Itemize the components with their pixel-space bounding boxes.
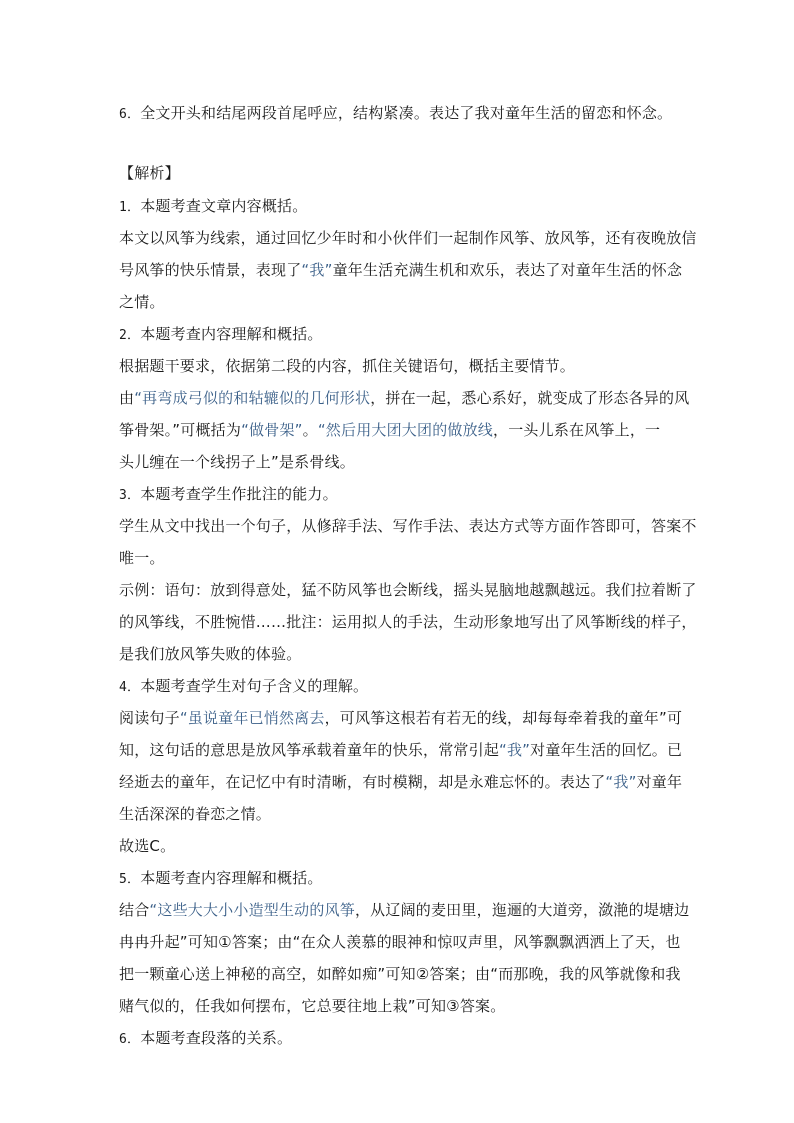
q1-line-2-c: 童年生活充满生机和欢乐，表达了对童年生活的怀念 <box>332 261 683 279</box>
q4-line-1 <box>119 708 683 728</box>
q3-number: 3． <box>119 488 141 503</box>
q1-title <box>119 196 679 218</box>
q4-line-2-c: 对童年生活的回忆。已 <box>530 741 683 759</box>
q2-title <box>119 324 679 346</box>
q4-line-4: 生活深深的眷恋之情。 <box>119 805 272 823</box>
q3-line-2: 唯一。 <box>119 549 165 567</box>
q2-line-2-a: 由 <box>119 389 135 407</box>
q5-line-1 <box>119 900 690 920</box>
q3-line-5: 是我们放风筝失败的体验。 <box>119 645 302 663</box>
q3-title-text: 本题考查学生作批注的能力。 <box>140 485 338 503</box>
q5-quote-kites: “这些大大小小造型生动的风筝 <box>149 901 355 919</box>
q1-number: 1． <box>119 200 141 215</box>
answer-6-number: 6． <box>119 107 141 122</box>
q2-line-3-a: 筝骨架。”可概括为 <box>119 421 242 439</box>
q4-quote-childhood: “虽说童年已悄然离去 <box>179 709 325 727</box>
q4-line-5: 故选C。 <box>119 837 176 855</box>
q4-quote-wo-2: “我” <box>605 773 637 791</box>
q2-number: 2． <box>119 328 141 343</box>
q3-line-4: 的风筝线，不胜惋惜……批注：运用拟人的手法，生动形象地写出了风筝断线的样子， <box>119 613 697 631</box>
q2-line-3-c: 。 <box>302 421 318 439</box>
q3-title <box>119 484 679 506</box>
analysis-heading: 【解析】 <box>119 164 180 182</box>
q5-line-1-c: ，从辽阔的麦田里，迤逦的大道旁，潋滟的堤塘边 <box>354 901 690 919</box>
q5-line-4: 赌气似的，任我如何摆布，它总要往地上栽”可知③答案。 <box>119 997 506 1015</box>
q1-line-1: 本文以风筝为线索，通过回忆少年时和小伙伴们一起制作风筝、放风筝，还有夜晚放信 <box>119 229 697 247</box>
q4-line-3 <box>119 772 683 792</box>
q5-line-3: 把一颗童心送上神秘的高空，如醉如痴”可知②答案；由“而那晚，我的风筝就像和我 <box>119 965 681 983</box>
q4-title <box>119 676 679 698</box>
q1-quote-wo: “我” <box>301 261 333 279</box>
q2-line-2-c: ，拼在一起，悉心系好，就变成了形态各异的风 <box>370 389 690 407</box>
q5-title-text: 本题考查内容理解和概括。 <box>140 869 323 887</box>
q2-line-2 <box>119 388 690 408</box>
q4-number: 4． <box>119 680 141 695</box>
q2-title-text: 本题考查内容理解和概括。 <box>140 325 323 343</box>
answer-6-text: 全文开头和结尾两段首尾呼应，结构紧凑。表达了我对童年生活的留恋和怀念。 <box>140 104 673 122</box>
q6-title-text: 本题考查段落的关系。 <box>140 1029 293 1047</box>
q3-line-1: 学生从文中找出一个句子，从修辞手法、写作手法、表达方式等方面作答即可，答案不 <box>119 517 697 535</box>
q2-line-3-e: ，一头儿系在风筝上，一 <box>493 421 661 439</box>
q1-line-3: 之情。 <box>119 293 165 311</box>
q4-line-3-a: 经逝去的童年，在记忆中有时清晰，有时模糊，却是永难忘怀的。表达了 <box>119 773 606 791</box>
q4-line-1-c: ，可风筝这根若有若无的线，却每每牵着我的童年”可 <box>324 709 683 727</box>
q2-line-3 <box>119 420 679 440</box>
q6-number: 6． <box>119 1032 141 1047</box>
q4-quote-wo-1: “我” <box>499 741 531 759</box>
answer-6 <box>119 103 679 125</box>
q2-quote-shape: “再弯成弓似的和轱辘似的几何形状 <box>134 389 371 407</box>
q4-line-2 <box>119 740 683 760</box>
q5-line-1-a: 结合 <box>119 901 150 919</box>
q3-line-3: 示例：语句：放到得意处，猛不防风筝也会断线，摇头晃脑地越飘越远。我们拉着断了 <box>119 581 697 599</box>
q6-title <box>119 1028 679 1050</box>
q2-line-4: 头儿缠在一个线拐子上”是系骨线。 <box>119 453 355 471</box>
q4-line-3-c: 对童年 <box>636 773 683 791</box>
q5-number: 5． <box>119 872 141 887</box>
q1-line-2 <box>119 260 683 280</box>
q5-line-2: 冉冉升起”可知①答案；由“在众人羡慕的眼神和惊叹声里，风筝飘飘洒洒上了天，也 <box>119 933 681 951</box>
q4-line-2-a: 知，这句话的意思是放风筝承载着童年的快乐，常常引起 <box>119 741 500 759</box>
q1-line-2-a: 号风筝的快乐情景，表现了 <box>119 261 302 279</box>
q4-title-text: 本题考查学生对句子含义的理解。 <box>140 677 369 695</box>
q2-line-1: 根据题干要求，依据第二段的内容，抓住关键语句，概括主要情节。 <box>119 357 576 375</box>
q1-title-text: 本题考查文章内容概括。 <box>140 197 308 215</box>
q5-title <box>119 868 679 890</box>
q2-quote-frame: “做骨架” <box>241 421 303 439</box>
q4-line-1-a: 阅读句子 <box>119 709 180 727</box>
q2-quote-line: “然后用大团大团的做放线 <box>317 421 494 439</box>
